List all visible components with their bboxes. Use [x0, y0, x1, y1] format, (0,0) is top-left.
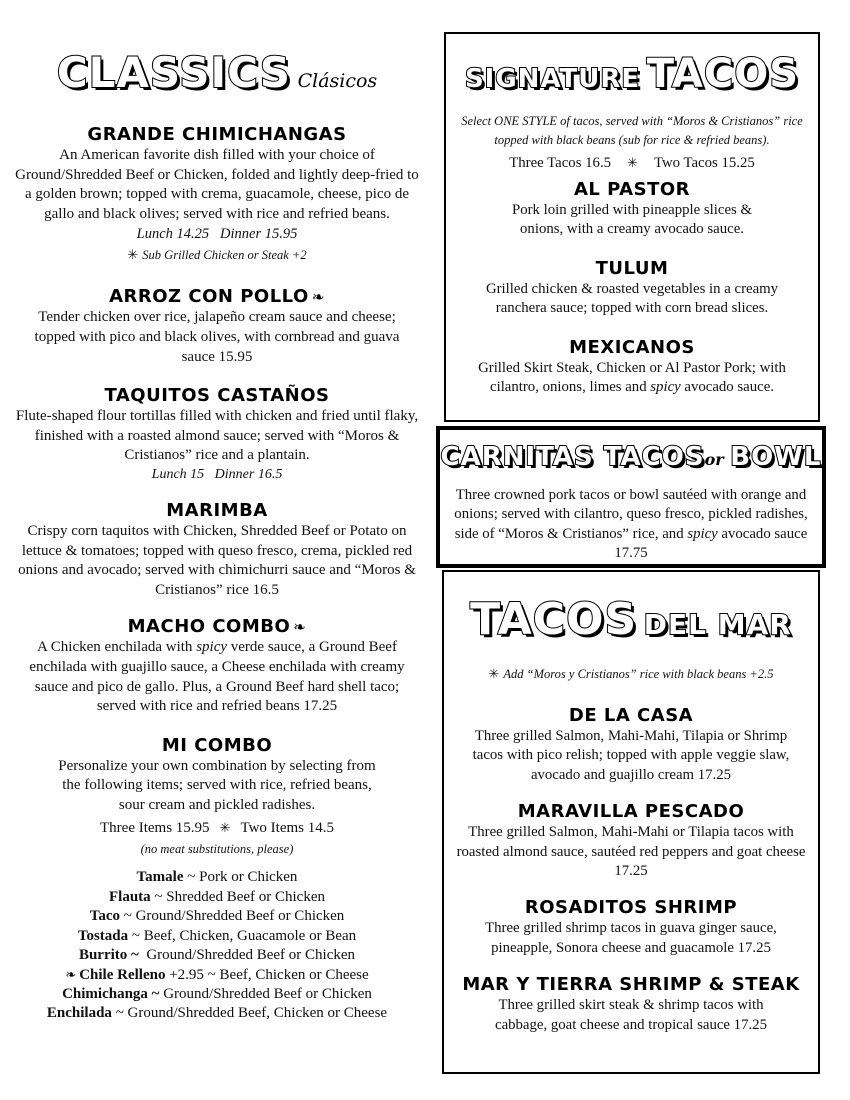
combo-prices — [14, 817, 420, 840]
signature-intro: Select ONE STYLE of tacos, served with “Moros & Cristianos” rice topped with black beans (sub for rice & refried beans). — [461, 114, 803, 147]
choice-detail: ~ Shredded Beef or Chicken — [150, 888, 325, 905]
item-name: MARAVILLA PESCADO — [517, 801, 745, 823]
desc-part: Three crowned pork tacos or bowl sautéed with orange and onions; served with cilantro, queso fresco, pickled radishes, side of “Moros & Cristianos” rice, and — [454, 487, 808, 542]
spicy-text: spicy — [687, 525, 718, 542]
item-name-text: MACHO COMBO — [127, 616, 291, 638]
signature-tacos-box — [444, 32, 820, 422]
tacos-del-mar-box — [442, 570, 820, 1074]
choice-detail: +2.95 ~ Beef, Chicken or Cheese — [165, 966, 369, 983]
menu-item-mexicanos — [446, 337, 818, 398]
item-name — [14, 616, 420, 638]
item-name: TULUM — [595, 257, 669, 279]
choice-label: Tostada — [77, 927, 129, 944]
item-name: AL PASTOR — [573, 179, 691, 200]
note-text: Sub Grilled Chicken or Steak +2 — [142, 248, 307, 263]
item-name: GRANDE CHIMICHANGAS — [87, 124, 347, 145]
carnitas-heading-a: CARNITAS TACOS — [440, 442, 705, 472]
note-text: Add “Moros y Cristianos” rice with black beans +2.5 — [503, 667, 774, 681]
snowflake-star-icon: ✳ — [488, 667, 500, 682]
combo-choices-list — [14, 868, 420, 1023]
snowflake-star-icon: ✳ — [127, 248, 139, 264]
choice-label: Chile Relleno — [79, 966, 166, 983]
list-item — [14, 888, 420, 907]
menu-item-maravilla-pescado — [444, 801, 818, 881]
item-name: DE LA CASA — [568, 705, 694, 726]
mar-heading-b: DEL MAR — [643, 608, 792, 641]
item-description: Three grilled Salmon, Mahi-Mahi, Tilapia or Shrimp tacos with pico relish; topped with apple veggie slaw, avocado and guajillo cream 17.25 — [472, 728, 790, 783]
choice-detail: Ground/Shredded Beef or Chicken — [138, 947, 356, 964]
menu-item-al-pastor — [446, 179, 818, 240]
choice-label: Chimichanga ~ — [62, 985, 160, 1002]
choice-label: Enchilada — [46, 1005, 112, 1022]
choice-label: Taco — [89, 908, 120, 925]
leaf-icon: ❧ — [293, 618, 307, 637]
item-description: Flute-shaped flour tortillas filled with chicken and fried until flaky, finished with a roasted almond sauce; served with “Moros & Cristianos” rice and a plantain. — [15, 408, 419, 464]
list-item — [14, 907, 420, 926]
menu-item-mar-y-tierra — [444, 974, 818, 1035]
menu-item-macho-combo — [14, 616, 420, 716]
choice-label: Flauta — [109, 888, 151, 905]
item-description — [446, 359, 818, 398]
item-description: Personalize your own combination by selecting from the following items; served with rice, refried beans, sour cream and pickled radishes. — [58, 757, 376, 813]
carnitas-heading-or: or — [704, 450, 724, 469]
item-description: Three grilled Salmon, Mahi-Mahi or Tilapia tacos with roasted almond sauce, sautéed red peppers and goat cheese 17.25 — [456, 824, 806, 880]
item-name: MEXICANOS — [569, 336, 695, 358]
item-name: TAQUITOS CASTAÑOS — [104, 385, 330, 407]
item-name: MI COMBO — [161, 734, 273, 756]
carnitas-heading-b: BOWL — [730, 442, 822, 472]
item-note — [14, 245, 420, 266]
item-description — [14, 638, 420, 716]
three-items-price: Three Items 15.95 — [100, 820, 210, 837]
choice-detail: ~ Pork or Chicken — [183, 869, 298, 886]
menu-item-arroz-con-pollo — [14, 286, 420, 367]
choice-detail: ~ Ground/Shredded Beef, Chicken or Cheese — [111, 1005, 388, 1022]
item-description: Grilled chicken & roasted vegetables in a creamy ranchera sauce; topped with corn bread slices. — [485, 280, 779, 317]
signature-tacos-title — [446, 51, 818, 98]
carnitas-box — [436, 426, 826, 568]
signature-heading-a: SIGNATURE — [464, 64, 641, 94]
item-description: Tender chicken over rice, jalapeño cream sauce and cheese; topped with pico and black olives, with cornbread and guava sauce 15.95 — [34, 309, 400, 365]
leaf-icon: ❧ — [65, 967, 77, 983]
item-description: Pork loin grilled with pineapple slices & onions, with a creamy avocado sauce. — [511, 202, 752, 238]
choice-label: Burrito ~ — [78, 947, 139, 964]
classics-section — [14, 30, 420, 1024]
mar-heading-a: TACOS — [470, 594, 638, 645]
mar-note — [444, 664, 818, 685]
item-name: MAR Y TIERRA SHRIMP & STEAK — [462, 974, 800, 996]
two-items-price: Two Items 14.5 — [240, 820, 334, 837]
classics-title — [14, 48, 420, 102]
desc-part: avocado sauce. — [680, 379, 774, 396]
tacos-del-mar-title — [444, 594, 818, 650]
item-price: Lunch 15 Dinner 16.5 — [151, 466, 283, 482]
signature-heading-b: TACOS — [646, 51, 800, 97]
item-name: MARIMBA — [166, 499, 268, 521]
item-description: An American favorite dish filled with your choice of Ground/Shredded Beef or Chicken, folded and lightly deep-fried to a golden brown; topped with crema, guacamole, cheese, pico de gallo and black olives; served with rice and refried beans. — [15, 147, 419, 222]
list-item — [14, 985, 420, 1004]
list-item — [14, 966, 420, 985]
classics-subtitle: Clásicos — [297, 70, 378, 92]
spicy-text: spicy — [196, 639, 228, 656]
choice-label: Tamale — [136, 869, 184, 886]
menu-item-grande-chimichangas — [14, 124, 420, 266]
snowflake-star-icon: ✳ — [627, 156, 638, 171]
item-price: Lunch 14.25 Dinner 15.95 — [136, 226, 298, 243]
desc-part: verde sauce, a Ground Beef enchilada with guajillo sauce, a Cheese enchilada with creamy sauce and pico de gallo. Plus, a Ground Beef hard shell taco; served with rice and refried beans 17.25 — [29, 639, 405, 715]
carnitas-title — [440, 444, 822, 478]
choice-detail: ~ Ground/Shredded Beef or Chicken — [119, 908, 345, 925]
menu-item-tulum — [446, 258, 818, 319]
menu-item-mi-combo — [14, 735, 420, 1024]
desc-part: avocado sauce 17.75 — [614, 525, 808, 562]
item-name: ROSADITOS SHRIMP — [524, 897, 738, 919]
list-item — [14, 946, 420, 965]
choice-detail: ~ Beef, Chicken, Guacamole or Bean — [128, 927, 357, 944]
classics-heading: CLASSICS — [56, 48, 291, 97]
item-note: (no meat substitutions, please) — [140, 842, 294, 857]
item-description: Three grilled skirt steak & shrimp tacos with cabbage, goat cheese and tropical sauce 17.25 — [495, 997, 767, 1033]
list-item — [14, 868, 420, 887]
item-description: Crispy corn taquitos with Chicken, Shredded Beef or Potato on lettuce & tomatoes; topped with queso fresco, crema, pickled red onions and avocado; served with chimichurri sauce and “Moros & Cristianos” rice 16.5 — [18, 522, 416, 598]
item-name-text: ARROZ CON POLLO — [109, 286, 309, 308]
desc-part: Grilled Skirt Steak, Chicken or Al Pastor Pork; with cilantro, onions, limes and — [478, 359, 786, 396]
menu-item-taquitos-castanos — [14, 385, 420, 484]
three-tacos-price: Three Tacos 16.5 — [509, 155, 612, 171]
desc-part: A Chicken enchilada with — [37, 639, 197, 656]
leaf-icon: ❧ — [311, 288, 325, 307]
taco-prices — [446, 152, 818, 175]
choice-detail: Ground/Shredded Beef or Chicken — [159, 985, 372, 1002]
two-tacos-price: Two Tacos 15.25 — [653, 155, 755, 171]
menu-item-marimba — [14, 500, 420, 600]
list-item — [14, 927, 420, 946]
carnitas-description — [440, 486, 822, 564]
snowflake-star-icon: ✳ — [219, 821, 231, 837]
spicy-text: spicy — [650, 379, 681, 396]
menu-item-rosaditos-shrimp — [444, 897, 818, 958]
item-name — [14, 286, 420, 308]
item-description: Three grilled shrimp tacos in guava ginger sauce, pineapple, Sonora cheese and guacamole 17.25 — [485, 920, 777, 956]
list-item — [14, 1004, 420, 1023]
menu-item-de-la-casa — [444, 705, 818, 785]
